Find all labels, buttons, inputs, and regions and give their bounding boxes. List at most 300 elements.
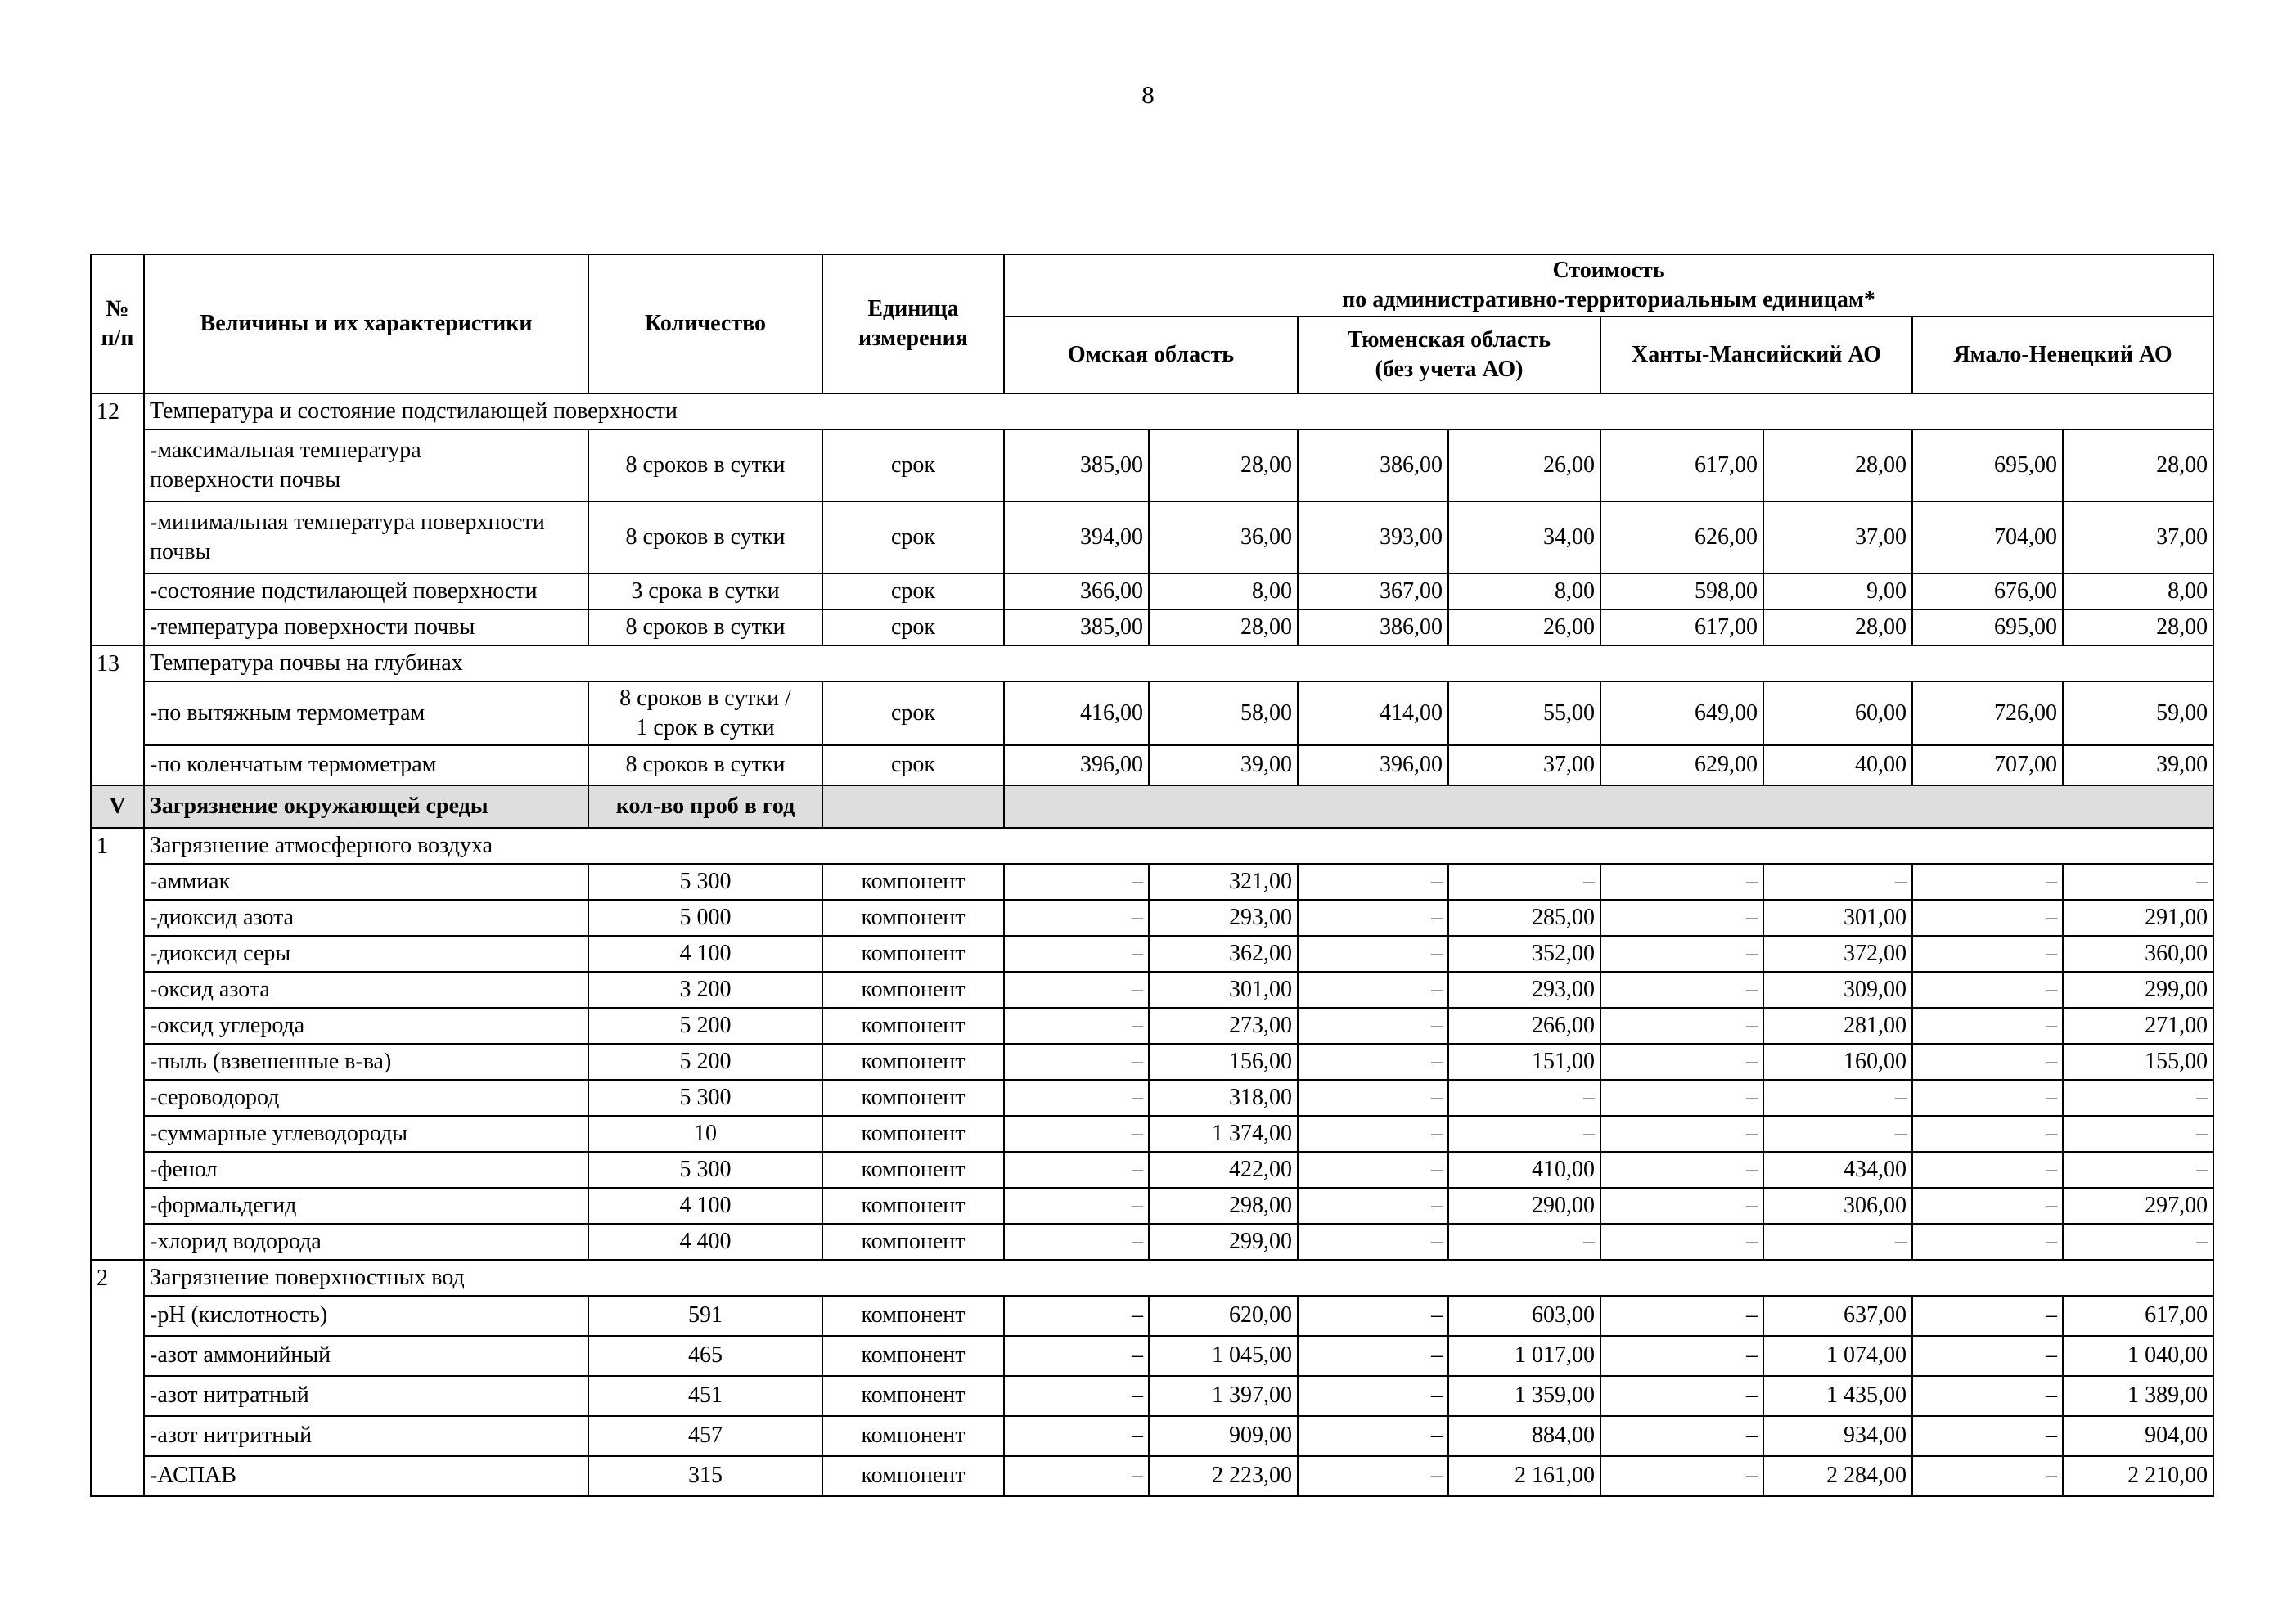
cost-value: – [1600, 1116, 1763, 1152]
row-quantity [588, 1296, 822, 1336]
cost-value: – [1004, 1080, 1149, 1116]
row-quantity [588, 936, 822, 972]
cost-value: – [1912, 1188, 2063, 1224]
cost-value: 934,00 [1763, 1416, 1912, 1456]
cost-value: 271,00 [2063, 1008, 2213, 1044]
cost-value: – [1912, 900, 2063, 936]
cost-value: – [1004, 1152, 1149, 1188]
row-name-text: -пыль (взвешенные в-ва) [150, 1048, 392, 1074]
cost-value: – [1298, 1116, 1448, 1152]
cost-value: 393,00 [1298, 501, 1448, 573]
row-unit: срок [822, 429, 1004, 501]
cost-value: 37,00 [2063, 501, 2213, 573]
header-region-omsk: Омская область [1004, 317, 1298, 393]
cost-value: 309,00 [1763, 972, 1912, 1008]
row-unit: срок [822, 681, 1004, 745]
row-quantity-text: 8 сроков в сутки [625, 614, 786, 640]
cost-value: – [1298, 900, 1448, 936]
row-unit: срок [822, 573, 1004, 609]
cost-value: – [1298, 1336, 1448, 1376]
cost-value: – [1004, 1008, 1149, 1044]
cost-value: 298,00 [1149, 1188, 1298, 1224]
cost-value: 367,00 [1298, 573, 1448, 609]
cost-value: – [1004, 1416, 1149, 1456]
cost-value: – [1004, 1224, 1149, 1260]
cost-value: 28,00 [1763, 429, 1912, 501]
cost-value: – [1298, 936, 1448, 972]
table-row [91, 1296, 2213, 1336]
row-name [144, 1376, 588, 1416]
row-name-text: -диоксид азота [150, 904, 295, 930]
cost-value: 155,00 [2063, 1044, 2213, 1080]
section-v-costs [1004, 785, 2213, 828]
header-characteristics: Величины и их характеристики [144, 254, 588, 393]
row-name [144, 1224, 588, 1260]
cost-value: 28,00 [2063, 429, 2213, 501]
row-quantity-text: 3 срока в сутки [631, 578, 780, 604]
row-name [144, 864, 588, 900]
cost-value: 8,00 [2063, 573, 2213, 609]
cost-value: – [1912, 972, 2063, 1008]
cost-value: – [1448, 1116, 1600, 1152]
table-row [91, 972, 2213, 1008]
cost-value: 385,00 [1004, 609, 1149, 645]
row-name-text: -диоксид серы [150, 940, 291, 966]
cost-value: 394,00 [1004, 501, 1149, 573]
row-name [144, 972, 588, 1008]
row-name [144, 936, 588, 972]
cost-value: 297,00 [2063, 1188, 2213, 1224]
cost-value: 603,00 [1448, 1296, 1600, 1336]
row-unit: срок [822, 609, 1004, 645]
cost-value: 2 223,00 [1149, 1456, 1298, 1496]
cost-value: 28,00 [1763, 609, 1912, 645]
cost-value: – [1600, 1152, 1763, 1188]
row-quantity [588, 429, 822, 501]
cost-value: 396,00 [1004, 745, 1149, 785]
section-title: Температура почвы на глубинах [144, 645, 2213, 681]
table-row [91, 1152, 2213, 1188]
row-name [144, 1296, 588, 1336]
cost-value: 434,00 [1763, 1152, 1912, 1188]
cost-value: – [1600, 1008, 1763, 1044]
cost-value: 58,00 [1149, 681, 1298, 745]
cost-value: 695,00 [1912, 429, 2063, 501]
header-cost [1004, 254, 2213, 317]
cost-value: – [1763, 864, 1912, 900]
cost-value: 626,00 [1600, 501, 1763, 573]
cost-value: – [1912, 864, 2063, 900]
cost-value: – [1912, 1044, 2063, 1080]
table-row [91, 1116, 2213, 1152]
cost-value: – [1600, 1296, 1763, 1336]
cost-value: 649,00 [1600, 681, 1763, 745]
cost-value: – [1298, 1416, 1448, 1456]
cost-value: 290,00 [1448, 1188, 1600, 1224]
row-unit: компонент [822, 1188, 1004, 1224]
cost-value: – [1600, 1080, 1763, 1116]
cost-value: 160,00 [1763, 1044, 1912, 1080]
row-quantity-text: 8 сроков в сутки [625, 524, 786, 550]
cost-value: 617,00 [1600, 429, 1763, 501]
cost-value: – [1600, 1456, 1763, 1496]
cost-value: – [1763, 1080, 1912, 1116]
row-unit: компонент [822, 1152, 1004, 1188]
row-name [144, 1080, 588, 1116]
cost-value: 617,00 [1600, 609, 1763, 645]
section-row [91, 645, 2213, 681]
header-unit: Единица измерения [822, 254, 1004, 393]
row-quantity-text: 10 [694, 1120, 717, 1146]
row-unit: компонент [822, 1336, 1004, 1376]
cost-value: 28,00 [1149, 609, 1298, 645]
cost-value: – [1912, 1080, 2063, 1116]
cost-value: – [1600, 1224, 1763, 1260]
cost-value: – [1912, 1008, 2063, 1044]
row-quantity [588, 972, 822, 1008]
row-quantity [588, 864, 822, 900]
row-quantity-text: 451 [688, 1382, 723, 1409]
cost-value: – [1298, 1296, 1448, 1336]
cost-value: 1 074,00 [1763, 1336, 1912, 1376]
cost-value: – [1912, 1224, 2063, 1260]
row-quantity-text: 5 300 [679, 1084, 732, 1110]
cost-value: – [1298, 972, 1448, 1008]
cost-value: 385,00 [1004, 429, 1149, 501]
cost-value: 9,00 [1763, 573, 1912, 609]
table-row [91, 429, 2213, 501]
cost-value: 396,00 [1298, 745, 1448, 785]
cost-value: 637,00 [1763, 1296, 1912, 1336]
cost-value: – [1600, 1188, 1763, 1224]
cost-value: 1 435,00 [1763, 1376, 1912, 1416]
cost-value: 266,00 [1448, 1008, 1600, 1044]
row-quantity [588, 1080, 822, 1116]
cost-value: 28,00 [1149, 429, 1298, 501]
cost-value: – [1600, 900, 1763, 936]
row-name-text: -азот нитратный [150, 1382, 309, 1409]
cost-value: – [2063, 864, 2213, 900]
cost-value: 318,00 [1149, 1080, 1298, 1116]
section-title: Загрязнение атмосферного воздуха [144, 828, 2213, 864]
cost-value: – [1763, 1224, 1912, 1260]
row-unit: компонент [822, 936, 1004, 972]
row-unit: компонент [822, 972, 1004, 1008]
table-row [91, 1376, 2213, 1416]
cost-value: 55,00 [1448, 681, 1600, 745]
cost-value: 410,00 [1448, 1152, 1600, 1188]
row-unit: компонент [822, 864, 1004, 900]
cost-value: 8,00 [1448, 573, 1600, 609]
row-name-text: -pH (кислотность) [150, 1302, 328, 1329]
cost-value: 1 359,00 [1448, 1376, 1600, 1416]
row-name-text: -минимальная температура поверхности почвы [150, 509, 545, 564]
table-row [91, 1336, 2213, 1376]
cost-value: 352,00 [1448, 936, 1600, 972]
row-name-text: -аммиак [150, 868, 231, 894]
cost-value: – [1004, 864, 1149, 900]
row-quantity-text: 5 300 [679, 1156, 732, 1182]
row-name [144, 1188, 588, 1224]
row-name-text: -формальдегид [150, 1192, 297, 1218]
row-name [144, 1116, 588, 1152]
row-name-text: -суммарные углеводороды [150, 1120, 408, 1146]
cost-value: – [1600, 1376, 1763, 1416]
section-row [91, 1260, 2213, 1296]
row-quantity [588, 1044, 822, 1080]
cost-value: – [1912, 1336, 2063, 1376]
row-quantity [588, 681, 822, 745]
row-name-text: -сероводород [150, 1084, 280, 1110]
row-quantity [588, 573, 822, 609]
row-quantity [588, 1008, 822, 1044]
row-name-text: -оксид азота [150, 976, 270, 1002]
section-row [91, 393, 2213, 429]
row-number: 13 [91, 645, 144, 785]
section-v-title: Загрязнение окружающей среды [144, 785, 588, 828]
cost-value: 293,00 [1149, 900, 1298, 936]
row-name [144, 1336, 588, 1376]
row-name-text: -АСПАВ [150, 1463, 236, 1489]
cost-value: 620,00 [1149, 1296, 1298, 1336]
cost-value: – [1448, 1080, 1600, 1116]
row-name-text: -оксид углерода [150, 1012, 305, 1038]
cost-value: – [1298, 1044, 1448, 1080]
cost-value: 156,00 [1149, 1044, 1298, 1080]
cost-value: 26,00 [1448, 429, 1600, 501]
row-unit: компонент [822, 1116, 1004, 1152]
row-quantity-text: 3 200 [679, 976, 732, 1002]
cost-value: – [1004, 900, 1149, 936]
cost-value: 707,00 [1912, 745, 2063, 785]
cost-value: – [2063, 1080, 2213, 1116]
header-cost-subtitle: по административно-территориальным единицам* [1342, 287, 1875, 312]
row-quantity [588, 900, 822, 936]
row-unit: срок [822, 501, 1004, 573]
cost-value: 372,00 [1763, 936, 1912, 972]
table-header [91, 254, 2213, 393]
row-name [144, 573, 588, 609]
cost-value: 598,00 [1600, 573, 1763, 609]
cost-value: – [1448, 864, 1600, 900]
cost-value: 285,00 [1448, 900, 1600, 936]
section-row [91, 828, 2213, 864]
table-row [91, 1044, 2213, 1080]
cost-value: – [1004, 1188, 1149, 1224]
cost-value: – [1004, 1336, 1149, 1376]
cost-value: 59,00 [2063, 681, 2213, 745]
cost-value: – [1298, 1008, 1448, 1044]
row-unit: компонент [822, 1416, 1004, 1456]
cost-value: – [1600, 1044, 1763, 1080]
cost-value: 362,00 [1149, 936, 1298, 972]
row-name [144, 1044, 588, 1080]
cost-value: – [1600, 1336, 1763, 1376]
row-quantity [588, 1456, 822, 1496]
cost-value: 26,00 [1448, 609, 1600, 645]
row-quantity-text: 591 [688, 1302, 723, 1329]
row-quantity-text: 457 [688, 1423, 723, 1449]
cost-value: 1 374,00 [1149, 1116, 1298, 1152]
cost-value: 414,00 [1298, 681, 1448, 745]
cost-value: – [1004, 1376, 1149, 1416]
row-name [144, 1416, 588, 1456]
row-name-text: -азот нитритный [150, 1423, 313, 1449]
row-unit: компонент [822, 1456, 1004, 1496]
cost-value: – [1448, 1224, 1600, 1260]
table-row [91, 573, 2213, 609]
row-unit: срок [822, 745, 1004, 785]
cost-value: 360,00 [2063, 936, 2213, 972]
row-name [144, 1152, 588, 1188]
cost-value: – [1298, 864, 1448, 900]
row-name [144, 501, 588, 573]
row-quantity [588, 1152, 822, 1188]
section-v-row [91, 785, 2213, 828]
row-quantity-text: 4 400 [679, 1228, 732, 1254]
table-row [91, 864, 2213, 900]
cost-value: – [2063, 1224, 2213, 1260]
cost-value: – [1004, 1296, 1149, 1336]
cost-value: – [1600, 1416, 1763, 1456]
row-quantity-text: 5 200 [679, 1012, 732, 1038]
table-row [91, 1224, 2213, 1260]
header-region-yanao: Ямало-Ненецкий АО [1912, 317, 2213, 393]
header-quantity: Количество [588, 254, 822, 393]
row-name [144, 900, 588, 936]
header-num: № п/п [91, 254, 144, 393]
cost-value: 151,00 [1448, 1044, 1600, 1080]
cost-value: – [1004, 1456, 1149, 1496]
cost-value: – [1298, 1376, 1448, 1416]
cost-value: 299,00 [1149, 1224, 1298, 1260]
cost-value: 37,00 [1763, 501, 1912, 573]
cost-value: 629,00 [1600, 745, 1763, 785]
cost-value: 2 210,00 [2063, 1456, 2213, 1496]
cost-value: 366,00 [1004, 573, 1149, 609]
cost-value: 726,00 [1912, 681, 2063, 745]
table-row [91, 501, 2213, 573]
cost-value: 1 040,00 [2063, 1336, 2213, 1376]
cost-value: – [1004, 1044, 1149, 1080]
row-name-text: -по вытяжным термометрам [150, 699, 425, 726]
row-unit: компонент [822, 1376, 1004, 1416]
table-row [91, 1080, 2213, 1116]
cost-value: – [1912, 1296, 2063, 1336]
row-number: 1 [91, 828, 144, 1260]
table-row [91, 681, 2213, 745]
cost-value: 909,00 [1149, 1416, 1298, 1456]
row-quantity [588, 501, 822, 573]
row-quantity-text: 5 000 [679, 904, 732, 930]
cost-value: 1 045,00 [1149, 1336, 1298, 1376]
row-quantity [588, 1376, 822, 1416]
cost-value: – [2063, 1152, 2213, 1188]
cost-value: – [1912, 936, 2063, 972]
row-number: V [91, 785, 144, 828]
section-v-unit [822, 785, 1004, 828]
row-name-text: -состояние подстилающей поверхности [150, 578, 538, 604]
cost-value: 39,00 [2063, 745, 2213, 785]
cost-value: 299,00 [2063, 972, 2213, 1008]
row-quantity-text: 4 100 [679, 940, 732, 966]
row-quantity [588, 1336, 822, 1376]
cost-value: – [1912, 1376, 2063, 1416]
cost-value: 301,00 [1763, 900, 1912, 936]
cost-value: 273,00 [1149, 1008, 1298, 1044]
row-number: 2 [91, 1260, 144, 1496]
row-name [144, 429, 588, 501]
table-row [91, 609, 2213, 645]
cost-value: 617,00 [2063, 1296, 2213, 1336]
header-cost-title: Стоимость [1552, 257, 1665, 283]
cost-value: 306,00 [1763, 1188, 1912, 1224]
row-name-text: -максимальная температура поверхности почвы [150, 437, 421, 492]
cost-table [90, 254, 2214, 1497]
row-number: 12 [91, 393, 144, 645]
cost-value: – [2063, 1116, 2213, 1152]
cost-value: – [1912, 1152, 2063, 1188]
cost-value: – [1600, 936, 1763, 972]
cost-value: 28,00 [2063, 609, 2213, 645]
cost-value: – [1763, 1116, 1912, 1152]
cost-value: 386,00 [1298, 609, 1448, 645]
cost-value: – [1912, 1416, 2063, 1456]
cost-value: 301,00 [1149, 972, 1298, 1008]
row-quantity [588, 745, 822, 785]
table-row [91, 1188, 2213, 1224]
cost-value: – [1298, 1152, 1448, 1188]
row-name [144, 1456, 588, 1496]
cost-value: 281,00 [1763, 1008, 1912, 1044]
table-row [91, 936, 2213, 972]
header-region-khmao: Ханты-Мансийский АО [1600, 317, 1912, 393]
table-row [91, 745, 2213, 785]
row-quantity-text: 8 сроков в сутки [625, 452, 786, 478]
cost-value: – [1004, 972, 1149, 1008]
table-body [91, 393, 2213, 1496]
table-row [91, 1008, 2213, 1044]
row-quantity-text: 5 200 [679, 1048, 732, 1074]
cost-value: 416,00 [1004, 681, 1149, 745]
row-unit: компонент [822, 1008, 1004, 1044]
cost-value: 1 389,00 [2063, 1376, 2213, 1416]
row-quantity [588, 1224, 822, 1260]
row-name-text: -фенол [150, 1156, 218, 1182]
table-row [91, 1456, 2213, 1496]
cost-value: 386,00 [1298, 429, 1448, 501]
cost-value: – [1600, 864, 1763, 900]
cost-value: 321,00 [1149, 864, 1298, 900]
row-unit: компонент [822, 1296, 1004, 1336]
row-quantity [588, 1188, 822, 1224]
section-v-quantity: кол-во проб в год [588, 785, 822, 828]
cost-value: 2 161,00 [1448, 1456, 1600, 1496]
row-quantity-text: 8 сроков в сутки / 1 срок в сутки [619, 685, 791, 740]
table-row [91, 900, 2213, 936]
cost-value: – [1004, 936, 1149, 972]
cost-value: 422,00 [1149, 1152, 1298, 1188]
cost-value: – [1298, 1188, 1448, 1224]
row-quantity-text: 465 [688, 1342, 723, 1369]
section-title: Загрязнение поверхностных вод [144, 1260, 2213, 1296]
cost-value: – [1298, 1456, 1448, 1496]
header-region-tyumen: Тюменская область (без учета АО) [1298, 317, 1600, 393]
cost-value: 39,00 [1149, 745, 1298, 785]
row-unit: компонент [822, 1224, 1004, 1260]
row-name [144, 609, 588, 645]
cost-value: 37,00 [1448, 745, 1600, 785]
